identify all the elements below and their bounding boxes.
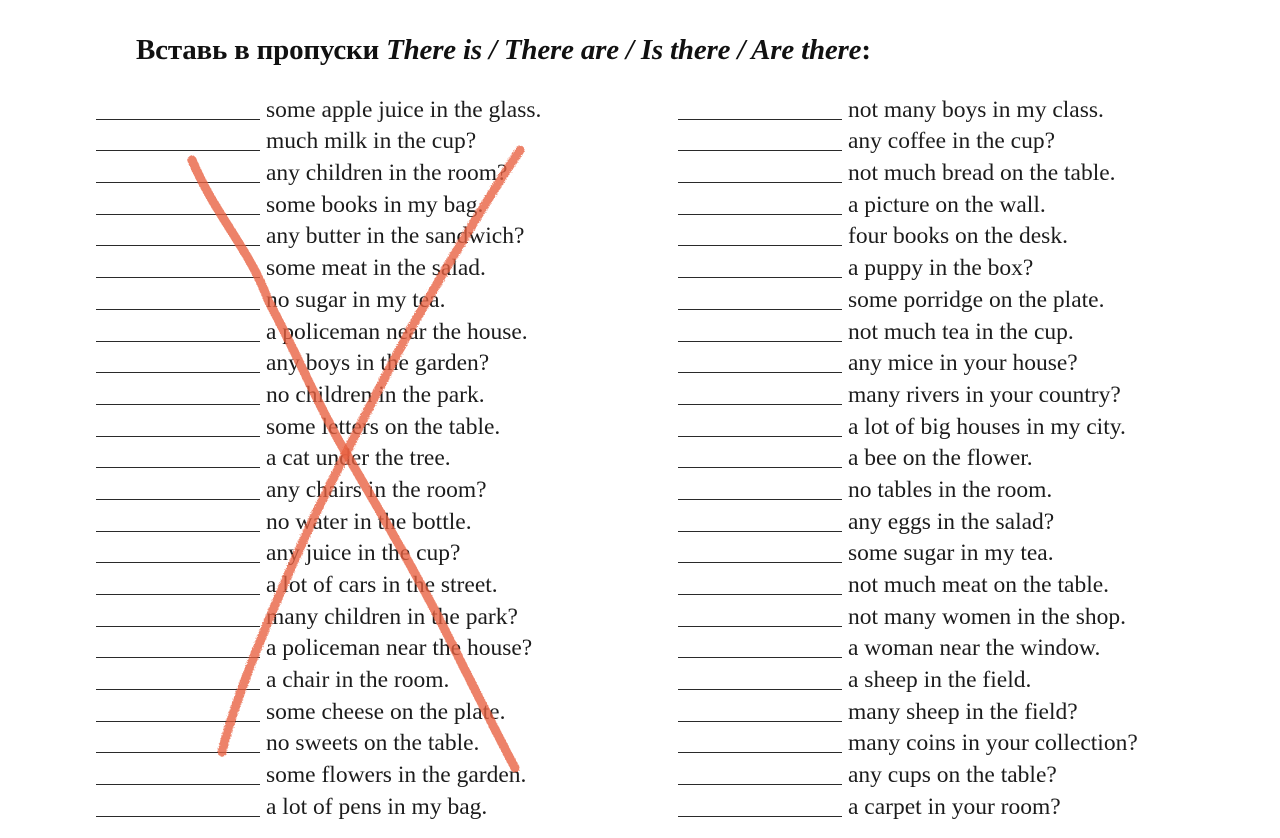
- right-exercise-row: [678, 155, 1138, 187]
- answer-blank[interactable]: [96, 602, 260, 627]
- sentence-text: no children in the park.: [266, 381, 485, 408]
- sentence-text: a puppy in the box?: [848, 255, 1034, 282]
- left-exercise-row: [96, 250, 541, 282]
- answer-blank[interactable]: [96, 126, 260, 151]
- sentence-text: a policeman near the house.: [266, 318, 528, 345]
- left-exercise-row: [96, 789, 541, 821]
- left-exercise-row: [96, 472, 541, 504]
- answer-blank[interactable]: [678, 760, 842, 785]
- title-instruction: Вставь в пропуски: [136, 34, 387, 66]
- answer-blank[interactable]: [678, 158, 842, 183]
- answer-blank[interactable]: [678, 697, 842, 722]
- answer-blank[interactable]: [96, 760, 260, 785]
- sentence-text: some porridge on the plate.: [848, 286, 1105, 313]
- answer-blank[interactable]: [678, 95, 842, 120]
- sentence-text: a lot of cars in the street.: [266, 572, 498, 598]
- right-exercise-row: [678, 92, 1138, 124]
- sentence-text: any mice in your house?: [848, 350, 1078, 377]
- answer-blank[interactable]: [678, 253, 842, 278]
- right-exercise-column: [678, 92, 1138, 821]
- sentence-text: many rivers in your country?: [848, 381, 1121, 408]
- sentence-text: no sweets on the table.: [266, 730, 480, 757]
- sentence-text: any chairs in the room?: [266, 476, 487, 503]
- right-exercise-row: [678, 662, 1138, 694]
- answer-blank[interactable]: [96, 95, 260, 120]
- sentence-text: a sheep in the field.: [848, 667, 1032, 694]
- answer-blank[interactable]: [96, 443, 260, 468]
- sentence-text: any boys in the garden?: [266, 350, 490, 377]
- sentence-text: many coins in your collection?: [848, 730, 1138, 757]
- sentence-text: some meat in the salad.: [266, 255, 486, 282]
- answer-blank[interactable]: [678, 285, 842, 310]
- answer-blank[interactable]: [96, 633, 260, 658]
- right-exercise-row: [678, 472, 1138, 504]
- sentence-text: a picture on the wall.: [848, 191, 1046, 218]
- answer-blank[interactable]: [678, 538, 842, 563]
- right-exercise-row: [678, 726, 1138, 758]
- answer-blank[interactable]: [678, 190, 842, 215]
- left-exercise-row: [96, 124, 541, 156]
- sentence-text: some cheese on the plate.: [266, 698, 506, 725]
- left-exercise-column: [96, 92, 541, 821]
- answer-blank[interactable]: [678, 570, 842, 595]
- sentence-text: not many boys in my class.: [848, 96, 1104, 123]
- sentence-text: any cups on the table?: [848, 762, 1057, 789]
- answer-blank[interactable]: [678, 380, 842, 405]
- sentence-text: a bee on the flower.: [848, 445, 1033, 472]
- sentence-text: many sheep in the field?: [848, 698, 1078, 725]
- right-exercise-row: [678, 441, 1138, 473]
- right-exercise-row: [678, 187, 1138, 219]
- right-exercise-row: [678, 757, 1138, 789]
- sentence-text: no sugar in my tea.: [266, 286, 446, 313]
- answer-blank[interactable]: [678, 221, 842, 246]
- sentence-text: a lot of pens in my bag.: [266, 793, 488, 820]
- answer-blank[interactable]: [96, 697, 260, 722]
- right-exercise-row: [678, 789, 1138, 821]
- answer-blank[interactable]: [678, 126, 842, 151]
- answer-blank[interactable]: [678, 317, 842, 342]
- right-exercise-row: [678, 631, 1138, 663]
- left-exercise-row: [96, 599, 541, 631]
- answer-blank[interactable]: [96, 475, 260, 500]
- left-exercise-row: [96, 282, 541, 314]
- sentence-text: no water in the bottle.: [266, 508, 472, 535]
- left-exercise-row: [96, 92, 541, 124]
- answer-blank[interactable]: [96, 158, 260, 183]
- title-colon: :: [861, 34, 871, 66]
- sentence-text: a carpet in your room?: [848, 793, 1061, 820]
- answer-blank[interactable]: [96, 665, 260, 690]
- answer-blank[interactable]: [96, 317, 260, 342]
- sentence-text: some books in my bag.: [266, 191, 484, 218]
- title-options: There is / There are / Is there / Are there: [386, 34, 862, 66]
- answer-blank[interactable]: [678, 443, 842, 468]
- answer-blank[interactable]: [678, 412, 842, 437]
- answer-blank[interactable]: [96, 728, 260, 753]
- right-exercise-row: [678, 409, 1138, 441]
- left-exercise-row: [96, 377, 541, 409]
- answer-blank[interactable]: [678, 602, 842, 627]
- left-exercise-row: [96, 757, 541, 789]
- left-exercise-row: [96, 187, 541, 219]
- left-exercise-row: [96, 567, 541, 599]
- answer-blank[interactable]: [96, 253, 260, 278]
- sentence-text: not much tea in the cup.: [848, 318, 1074, 345]
- sentence-text: a cat under the tree.: [266, 445, 451, 472]
- sentence-text: any coffee in the cup?: [848, 128, 1056, 155]
- left-exercise-row: [96, 219, 541, 251]
- right-exercise-row: [678, 346, 1138, 378]
- sentence-text: not many women in the shop.: [848, 603, 1127, 630]
- answer-blank[interactable]: [96, 380, 260, 405]
- left-exercise-row: [96, 694, 541, 726]
- right-exercise-row: [678, 250, 1138, 282]
- answer-blank[interactable]: [96, 412, 260, 437]
- left-exercise-row: [96, 346, 541, 378]
- right-exercise-row: [678, 504, 1138, 536]
- sentence-text: some sugar in my tea.: [848, 540, 1054, 567]
- answer-blank[interactable]: [678, 475, 842, 500]
- sentence-text: much milk in the cup?: [266, 128, 477, 155]
- answer-blank[interactable]: [96, 221, 260, 246]
- sentence-text: not much meat on the table.: [848, 572, 1110, 598]
- right-exercise-row: [678, 599, 1138, 631]
- sentence-text: four books on the desk.: [848, 223, 1068, 250]
- answer-blank[interactable]: [678, 633, 842, 658]
- answer-blank[interactable]: [678, 348, 842, 373]
- answer-blank[interactable]: [678, 792, 842, 817]
- sentence-text: a policeman near the house?: [266, 635, 533, 662]
- right-exercise-row: [678, 314, 1138, 346]
- right-exercise-row: [678, 694, 1138, 726]
- right-exercise-row: [678, 219, 1138, 251]
- sentence-text: any butter in the sandwich?: [266, 223, 525, 250]
- left-exercise-row: [96, 314, 541, 346]
- left-exercise-row: [96, 536, 541, 568]
- sentence-text: a chair in the room.: [266, 667, 450, 694]
- left-exercise-row: [96, 662, 541, 694]
- left-exercise-row: [96, 155, 541, 187]
- answer-blank[interactable]: [96, 538, 260, 563]
- sentence-text: a woman near the window.: [848, 635, 1101, 662]
- exercise-title: [136, 34, 871, 67]
- sentence-text: not much bread on the table.: [848, 160, 1116, 187]
- answer-blank[interactable]: [678, 507, 842, 532]
- right-exercise-row: [678, 282, 1138, 314]
- answer-blank[interactable]: [96, 570, 260, 595]
- left-exercise-row: [96, 726, 541, 758]
- sentence-text: any eggs in the salad?: [848, 508, 1055, 535]
- right-exercise-row: [678, 124, 1138, 156]
- sentence-text: some flowers in the garden.: [266, 762, 527, 789]
- left-exercise-row: [96, 409, 541, 441]
- answer-blank[interactable]: [96, 348, 260, 373]
- answer-blank[interactable]: [96, 190, 260, 215]
- right-exercise-row: [678, 567, 1138, 599]
- sentence-text: a lot of big houses in my city.: [848, 413, 1126, 440]
- sentence-text: some apple juice in the glass.: [266, 96, 542, 123]
- sentence-text: no tables in the room.: [848, 476, 1053, 503]
- right-exercise-row: [678, 377, 1138, 409]
- sentence-text: many children in the park?: [266, 603, 518, 630]
- answer-blank[interactable]: [96, 285, 260, 310]
- answer-blank[interactable]: [96, 792, 260, 817]
- answer-blank[interactable]: [96, 507, 260, 532]
- left-exercise-row: [96, 441, 541, 473]
- left-exercise-row: [96, 631, 541, 663]
- sentence-text: any children in the room?: [266, 160, 508, 187]
- answer-blank[interactable]: [678, 728, 842, 753]
- answer-blank[interactable]: [678, 665, 842, 690]
- sentence-text: some letters on the table.: [266, 413, 501, 440]
- left-exercise-row: [96, 504, 541, 536]
- right-exercise-row: [678, 536, 1138, 568]
- sentence-text: any juice in the cup?: [266, 540, 461, 567]
